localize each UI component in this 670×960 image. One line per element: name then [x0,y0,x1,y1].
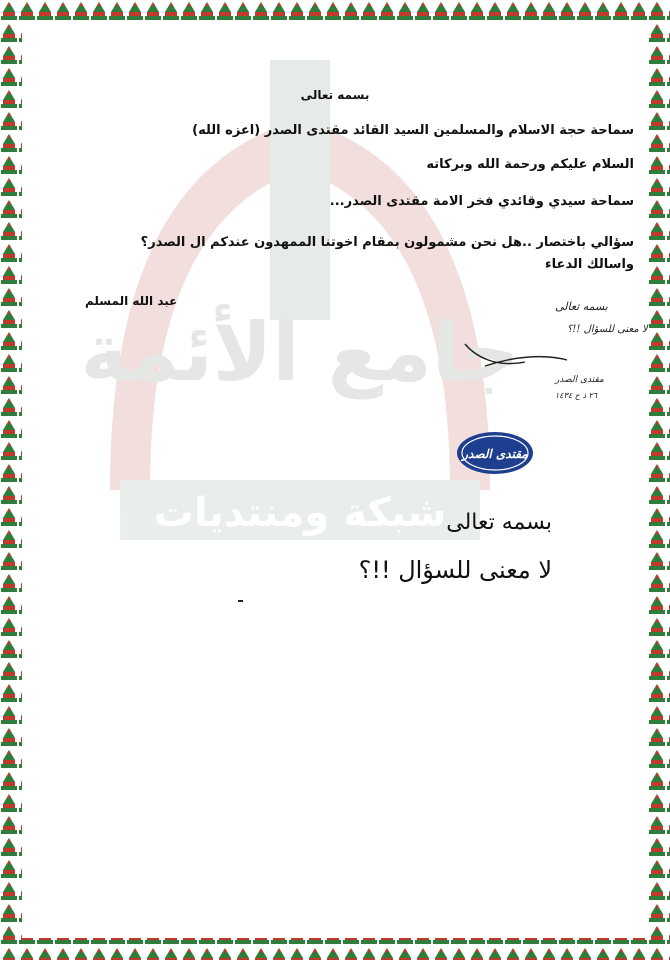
stray-mark [238,600,243,602]
letter-salutation: سماحة حجة الاسلام والمسلمين السيد القائد مقتدى الصدر (اعزه الله) [192,123,634,138]
letter-question-line1: سؤالي باختصار ..هل نحن مشمولون بمقام اخوتنا الممهدون عندكم ال الصدر؟ [140,235,634,250]
watermark-banner: شبكة ومنتديات [153,490,447,536]
signature-scrawl [465,344,567,366]
seal-text: مقتدى الصدر [462,447,528,461]
handwritten-line2: لا معنى للسؤال !!؟ [567,324,648,335]
letter-question-line2: واسالك الدعاء [545,257,634,272]
handwritten-date: ٢٦ ذ ح ١٤٣٤ [555,391,598,400]
seal-stamp [455,430,535,476]
letter-basmala: بسمه تعالى [300,88,370,102]
answer-basmala: بسمه تعالى [446,510,552,535]
answer-text: لا معنى للسؤال !!؟ [358,556,552,584]
letter-greeting: السلام عليكم ورحمة الله وبركاته [426,157,634,172]
letter-address: سماحة سيدي وقائدي فخر الامة مقتدى الصدر... [329,194,634,209]
handwritten-signature: مقتدى الصدر [555,375,604,385]
handwritten-note [455,296,648,406]
handwritten-line1: بسمه تعالى [555,300,608,313]
letter-signer: عبد الله المسلم [85,294,178,308]
watermark-title: جامع الأئمة [80,306,520,399]
